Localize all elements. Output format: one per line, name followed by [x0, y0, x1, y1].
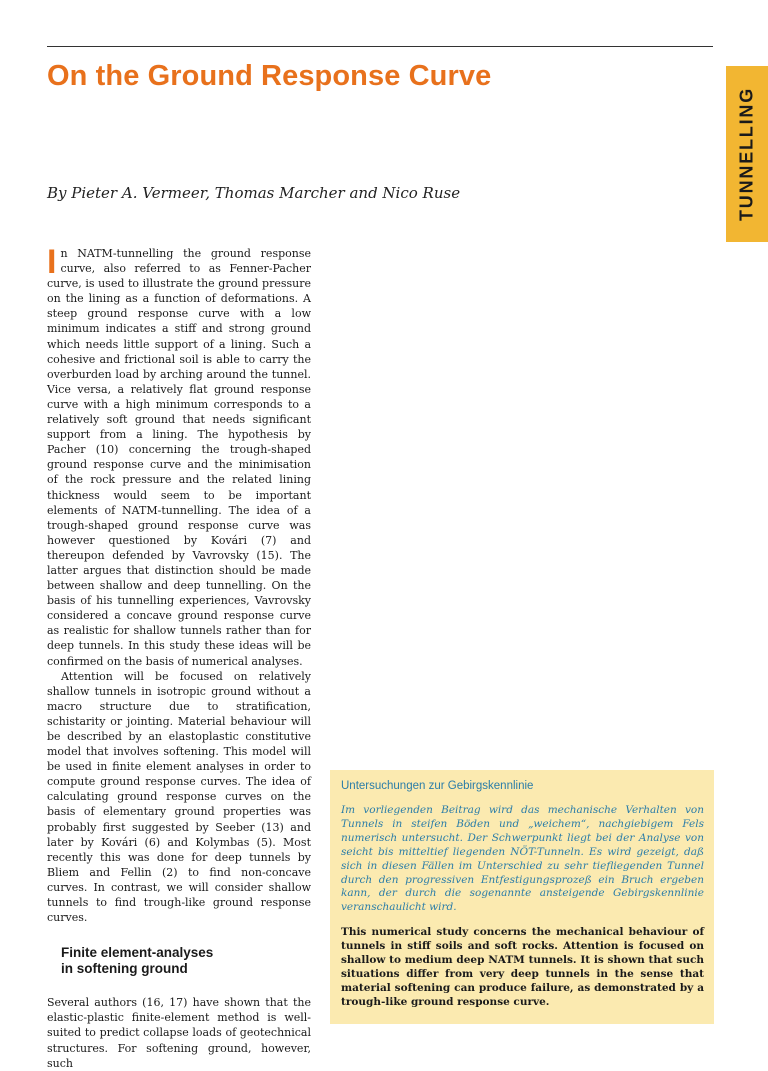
section-tab-label: TUNNELLING	[736, 87, 757, 221]
german-abstract: Im vorliegenden Beitrag wird das mechanische Verhalten von Tunnels in steifen Böden und „weichem“, nachgiebigem Fels numerisch untersucht. Der Schwerpunkt liegt bei der Analyse von seicht bis mitteltief liegenden NÖT-Tunneln. Es wird gezeigt, daß sich in diesen Fällen im Unterschied zu sehr tiefliegenden Tunnel durch den progressiven Entfestigungsprozeß ein Bruch ergeben kann, der durch die sogenannte ansteigende Gebirgskennlinie veranschaulicht wird.	[341, 804, 704, 914]
article-title: On the Ground Response Curve	[47, 60, 492, 92]
section-tab	[726, 66, 768, 242]
english-abstract: This numerical study concerns the mechanical behaviour of tunnels in stiff soils and soft rocks. Attention is focused on shallow to medium deep NATM tunnels. It is shown that such situations differ from very deep tunnels in the sense that material softening can produce failure, as demonstrated by a trough-like ground response curve.	[341, 926, 704, 1008]
paragraph-text: n NATM-tunnelling the ground response curve, also referred to as Fenner-Pacher curve, is used to illustrate the ground pressure on the lining as a function of deformations. A steep ground response curve with a low minimum indicates a stiff and strong ground which needs little support of a lining. Such a cohesive and frictional soil is able to carry the overburden load by arching around the tunnel. Vice versa, a relatively flat ground response curve with a high minimum corresponds to a relatively soft ground that needs significant support from a lining. The hypothesis by Pacher (10) concerning the trough-shaped ground response curve and the minimisation of the rock pressure and the related lining thickness would seem to be important elements of NATM-tunnelling. The idea of a trough-shaped ground response curve was however questioned by Kovári (7) and thereupon defended by Vavrovsky (15). The latter argues that distinction should be made between shallow and deep tunnelling. On the basis of his tunnelling experiences, Vavrovsky considered a concave ground response curve as realistic for shallow tunnels rather than for deep tunnels. In this study these ideas will be confirmed on the basis of numerical analyses.	[47, 247, 311, 668]
section-subheading	[61, 945, 311, 976]
summary-heading: Untersuchungen zur Gebirgskennlinie	[341, 780, 534, 792]
body-paragraph	[47, 243, 311, 669]
subheading-line: Finite element-analyses	[61, 945, 214, 961]
subheading-line: in softening ground	[61, 960, 188, 976]
body-column	[47, 243, 311, 1071]
summary-box	[330, 770, 714, 1024]
body-paragraph: Several authors (16, 17) have shown that the elastic-plastic finite-element method is well-suited to predict collapse loads of geotechnical structures. For softening ground, however, such	[47, 996, 311, 1070]
top-rule	[47, 46, 713, 47]
author-byline: By Pieter A. Vermeer, Thomas Marcher and Nico Ruse	[47, 184, 461, 202]
drop-cap: I	[47, 243, 57, 281]
body-paragraph: Attention will be focused on relatively shallow tunnels in isotropic ground without a macro structure due to stratification, schistarity or jointing. Material behaviour will be described by an elastoplastic constitutive model that involves softening. This model will be used in finite element analyses in order to compute ground response curves. The idea of calculating ground response curves on the basis of elementary ground properties was probably first suggested by Seeber (13) and later by Kovári (6) and Kolymbas (5). Most recently this was done for deep tunnels by Bliem and Fellin (2) to find non-concave curves. In contrast, we will consider shallow tunnels to find trough-like ground response curves.	[47, 669, 311, 925]
